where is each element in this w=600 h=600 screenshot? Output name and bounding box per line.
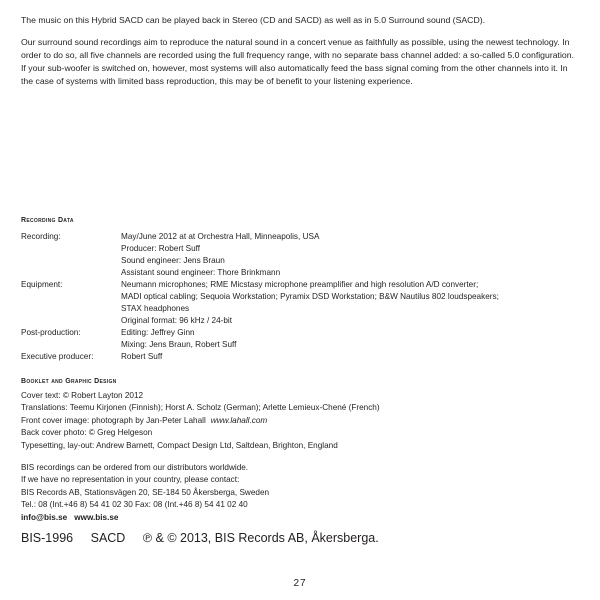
post-production-label: Post-production: <box>21 328 81 337</box>
order-line-address: BIS Records AB, Stationsvägen 20, SE-184 50 Åkersberga, Sweden <box>21 487 270 497</box>
equipment-label: Equipment: <box>21 280 63 289</box>
photographer-website-link[interactable]: www.lahall.com <box>210 415 268 425</box>
cover-text-credit: Cover text: © Robert Layton 2012 <box>21 391 144 400</box>
recording-data-heading: Recording Data <box>21 217 74 224</box>
equipment-line: Neumann microphones; RME Micstasy microphone preamplifier and high resolution A/D converter; <box>121 280 479 289</box>
front-cover-text: Front cover image: photograph by Jan-Peter Lahall <box>21 415 206 425</box>
order-line-phone-fax: Tel.: 08 (Int.+46 8) 54 41 02 30 Fax: 08 (Int.+46 8) 54 41 02 40 <box>21 500 248 510</box>
equipment-row <box>21 279 581 327</box>
executive-producer-name: Robert Suff <box>121 352 163 361</box>
intro-paragraph-surround: Our surround sound recordings aim to reproduce the natural sound in a concert venue as faithfully as possible, using the newest technology. In order to do so, all five channels are recorded using the full frequency range, with no separate bass channel added: a so-called 5.0 configuration. If your sub-woofer is switched on, however, most systems will also automatically feed the bass signal coming from the other channels into it. In the case of systems with limited bass reproduction, this may be of benefit to your listening experience. <box>21 37 574 86</box>
booklet-credits <box>21 390 380 452</box>
back-cover-credit: Back cover photo: © Greg Helgeson <box>21 428 153 438</box>
recording-assistant-engineer: Assistant sound engineer: Thore Brinkmann <box>121 268 281 277</box>
intro-section <box>21 14 581 97</box>
equipment-line: Original format: 96 kHz / 24-bit <box>121 316 233 325</box>
recording-producer: Producer: Robert Suff <box>121 244 201 253</box>
recording-data-table <box>21 231 581 363</box>
equipment-values <box>121 279 581 327</box>
recording-label: Recording: <box>21 232 61 241</box>
order-line-contact: If we have no representation in your country, please contact: <box>21 475 240 485</box>
equipment-line: STAX headphones <box>121 304 190 313</box>
mixing-credit: Mixing: Jens Braun, Robert Suff <box>121 340 237 349</box>
catalog-line <box>21 531 393 545</box>
recording-row <box>21 231 581 279</box>
recording-values <box>121 231 581 279</box>
post-production-values <box>121 327 581 351</box>
email-link[interactable]: info@bis.se <box>21 512 68 522</box>
translations-credit: Translations: Teemu Kirjonen (Finnish); Horst A. Scholz (German); Arlette Lemieux-Chené (French) <box>21 403 380 413</box>
copyright-notice: ℗ & © 2013, BIS Records AB, Åkersberga. <box>142 531 379 545</box>
front-cover-credit <box>21 415 380 427</box>
order-info <box>21 462 269 524</box>
equipment-line: MADI optical cabling; Sequoia Workstation; Pyramix DSD Workstation; B&W Nautilus 802 loudspeakers; <box>121 292 499 301</box>
order-line-distributors: BIS recordings can be ordered from our distributors worldwide. <box>21 463 249 472</box>
typesetting-credit: Typesetting, lay-out: Andrew Barnett, Compact Design Ltd, Saltdean, Brighton, England <box>21 440 338 450</box>
contact-links <box>21 512 269 524</box>
editing-credit: Editing: Jeffrey Ginn <box>121 328 195 337</box>
executive-producer-row <box>21 351 581 363</box>
page-number: 27 <box>293 578 307 589</box>
recording-venue: May/June 2012 at at Orchestra Hall, Minneapolis, USA <box>121 232 320 241</box>
format-label: SACD <box>90 531 126 545</box>
website-link[interactable]: www.bis.se <box>74 512 119 522</box>
catalog-number: BIS-1996 <box>21 531 74 545</box>
post-production-row <box>21 327 581 351</box>
executive-producer-values <box>121 351 581 363</box>
executive-producer-label: Executive producer: <box>21 352 94 361</box>
intro-paragraph-stereo: The music on this Hybrid SACD can be played back in Stereo (CD and SACD) as well as in 5.0 Surround sound (SACD). <box>21 15 486 25</box>
booklet-design-heading: Booklet and Graphic Design <box>21 378 117 385</box>
recording-sound-engineer: Sound engineer: Jens Braun <box>121 256 225 265</box>
